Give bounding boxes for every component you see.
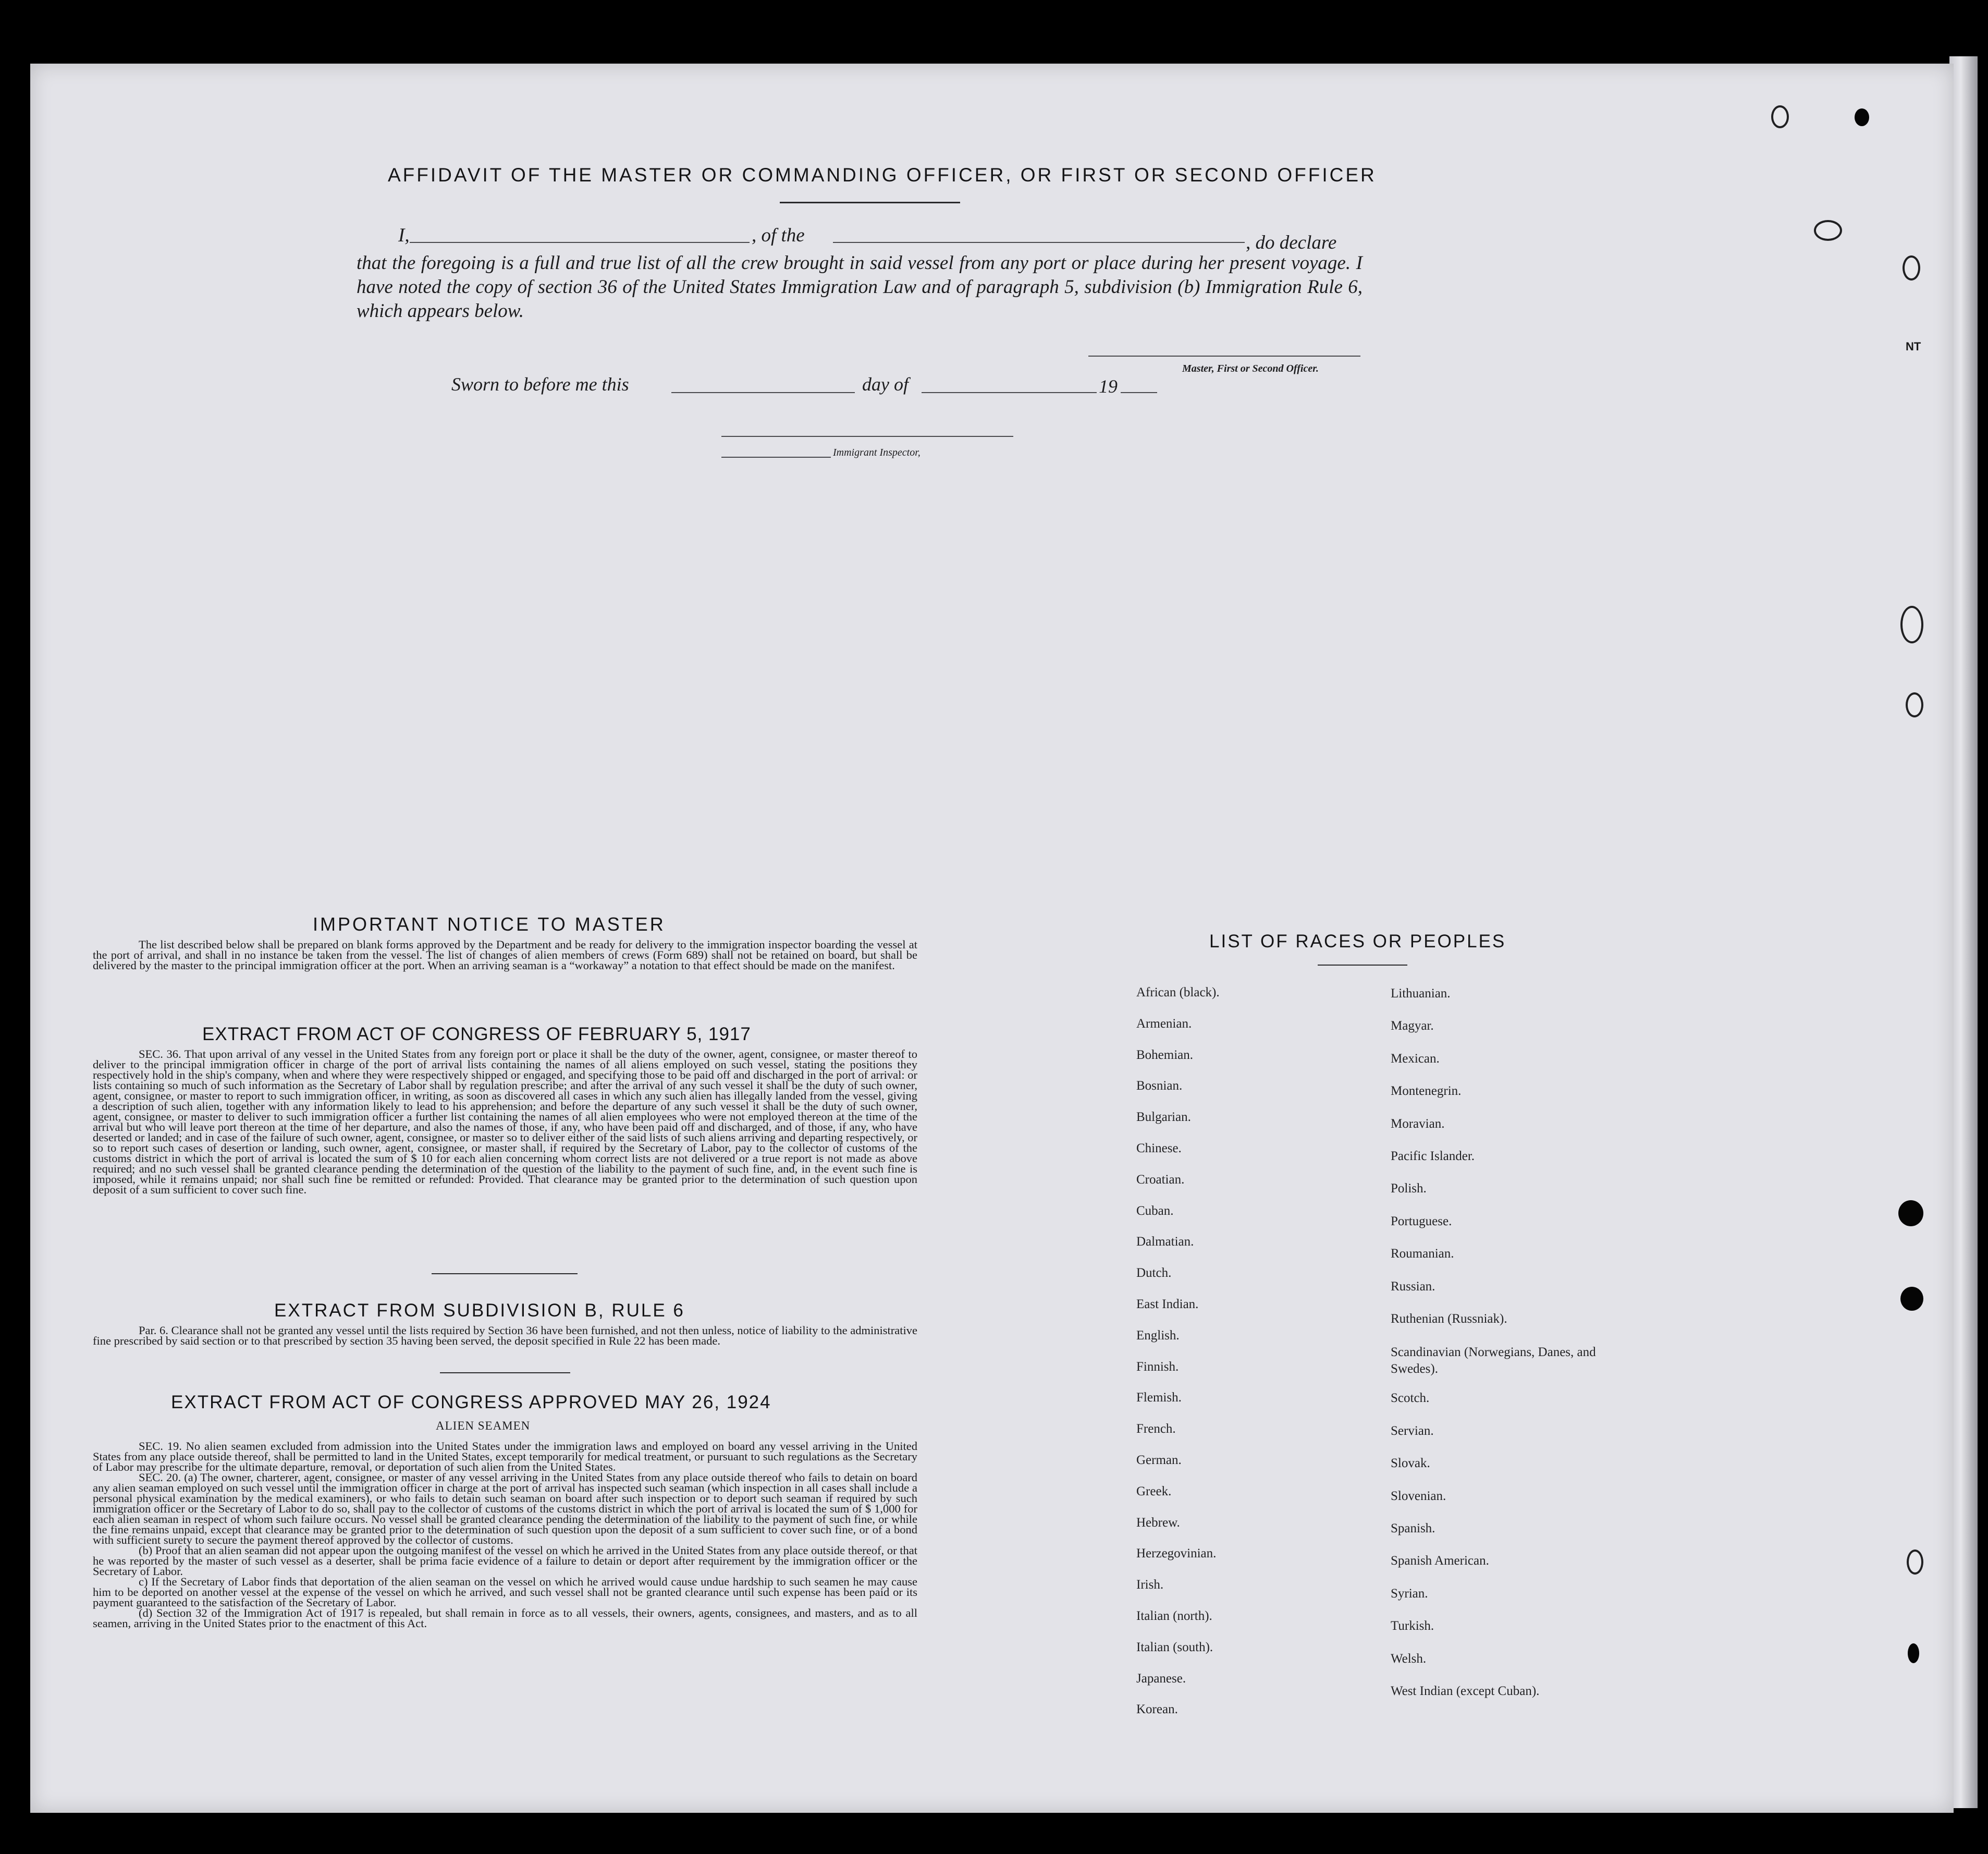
- races-title-rule: [1318, 965, 1407, 966]
- race-item: Welsh.: [1391, 1651, 1427, 1666]
- race-item: African (black).: [1136, 985, 1220, 999]
- race-item: Dalmatian.: [1136, 1235, 1194, 1249]
- extract-1924-body: [93, 1441, 917, 1629]
- extract-1917-end-rule: [432, 1273, 578, 1274]
- race-item: French.: [1136, 1422, 1176, 1436]
- race-item: English.: [1136, 1328, 1180, 1343]
- declaration-do-declare-label: , do declare: [1246, 232, 1337, 253]
- race-item: Italian (south).: [1136, 1640, 1213, 1654]
- manifest-back-page: [30, 64, 1954, 1813]
- race-item: Chinese.: [1136, 1141, 1182, 1155]
- race-item: Bohemian.: [1136, 1047, 1194, 1062]
- race-item: Bulgarian.: [1136, 1110, 1191, 1125]
- race-item: Scotch.: [1391, 1391, 1430, 1406]
- punch-hole-4: [1903, 255, 1920, 280]
- sec-20c-paragraph: c) If the Secretary of Labor finds that deportation of the alien seaman on the vessel on which he arrived would cause undue hardship to such seamen he may cause him to be deported on another vessel at the expense of the vessel on which he arrived, and such vessel shall not be granted clearance until such expense has been paid or its payment guaranteed to the satisfaction of the Secretary of Labor.: [93, 1575, 917, 1609]
- race-item: Spanish American.: [1391, 1554, 1489, 1568]
- race-item: Hebrew.: [1136, 1515, 1180, 1530]
- race-item: Montenegrin.: [1391, 1084, 1462, 1099]
- punch-hole-6: [1906, 692, 1923, 717]
- extract-rule6-title: EXTRACT FROM SUBDIVISION B, RULE 6: [274, 1300, 685, 1321]
- races-title: LIST OF RACES OR PEOPLES: [1209, 931, 1506, 952]
- punch-hole-top-2: [1855, 108, 1869, 126]
- inspector-signature-line[interactable]: [721, 436, 1013, 437]
- race-item: Irish.: [1136, 1578, 1164, 1592]
- extract-rule6-body: [93, 1325, 917, 1346]
- vessel-name-field[interactable]: [833, 242, 1245, 243]
- sworn-day-field[interactable]: [671, 392, 855, 393]
- punch-hole-10: [1908, 1643, 1919, 1663]
- race-item: Croatian.: [1136, 1172, 1185, 1187]
- race-item: Polish.: [1391, 1181, 1427, 1196]
- race-item: Lithuanian.: [1391, 986, 1451, 1001]
- race-item: Turkish.: [1391, 1619, 1434, 1633]
- race-item: German.: [1136, 1453, 1182, 1467]
- extract-1924-title: EXTRACT FROM ACT OF CONGRESS APPROVED MAY 26, 1924: [171, 1392, 771, 1412]
- affidavit-title-rule: [780, 202, 960, 203]
- race-item: West Indian (except Cuban).: [1391, 1684, 1540, 1698]
- race-item: Magyar.: [1391, 1019, 1434, 1033]
- margin-nt-mark: NT: [1906, 340, 1921, 353]
- race-item: Servian.: [1391, 1423, 1434, 1438]
- race-item: Slovak.: [1391, 1456, 1430, 1471]
- punch-hole-8: [1900, 1287, 1923, 1311]
- race-item: Scandinavian (Norwegians, Danes, and Swedes).: [1391, 1345, 1596, 1376]
- alien-seamen-subtitle: ALIEN SEAMEN: [436, 1419, 531, 1432]
- inspector-label: Immigrant Inspector,: [833, 447, 921, 458]
- race-item: Slovenian.: [1391, 1489, 1446, 1503]
- extract-rule6-end-rule: [440, 1372, 570, 1373]
- inspector-name-line[interactable]: [721, 457, 831, 458]
- race-item: Cuban.: [1136, 1203, 1174, 1218]
- rule6-paragraph: Par. 6. Clearance shall not be granted any vessel until the lists required by Section 36 have been furnished, and not then unless, notice of liability to the administrative fine prescribed by said section or to that prescribed by section 35 having been served, the deposit specified in Rule 22 has been made.: [93, 1324, 917, 1347]
- sworn-day-of-label: day of: [862, 374, 909, 395]
- sworn-year-field[interactable]: [1121, 392, 1157, 393]
- race-item: Armenian.: [1136, 1016, 1192, 1031]
- race-item: Russian.: [1391, 1279, 1435, 1294]
- declaration-i-label: I,: [398, 225, 410, 246]
- race-item: Roumanian.: [1391, 1247, 1454, 1261]
- signature-label: Master, First or Second Officer.: [1182, 363, 1319, 374]
- punch-hole-top-1: [1771, 105, 1789, 128]
- race-item: Flemish.: [1136, 1390, 1182, 1405]
- scan-page-edge: [1949, 56, 1978, 1808]
- sec-20d-paragraph: (d) Section 32 of the Immigration Act of 1917 is repealed, but shall remain in force as to all vessels, their owners, agents, consignees, and masters, and as to all seamen, arriving in the United States prior to the enactment of this Act.: [93, 1606, 917, 1630]
- race-item: Finnish.: [1136, 1359, 1179, 1374]
- sec-20b-paragraph: (b) Proof that an alien seaman did not appear upon the outgoing manifest of the vessel on which he arrived in the United States from any place outside thereof, or that he was reported by the master of such vessel as a deserter, shall be prima facie evidence of a failure to detain or deport after requirement by the immigration officer or the Secretary of Labor.: [93, 1544, 917, 1578]
- sworn-month-field[interactable]: [922, 392, 1097, 393]
- sec-19-paragraph: SEC. 19. No alien seamen excluded from admission into the United States under the immigration laws and employed on board any vessel arriving in the United States from any place outside thereof, shall be permitted to land in the United States, except temporarily for medical treatment, or pursuant to such regulations as the Secretary of Labor may prescribe for the ultimate departure, removal, or deportation of such alien from the United States.: [93, 1440, 917, 1473]
- affidavit-title: AFFIDAVIT OF THE MASTER OR COMMANDING OFFICER, OR FIRST OR SECOND OFFICER: [388, 164, 1377, 186]
- extract-1917-title: EXTRACT FROM ACT OF CONGRESS OF FEBRUARY 5, 1917: [202, 1024, 751, 1044]
- punch-hole-5: [1900, 606, 1923, 643]
- race-item: Portuguese.: [1391, 1214, 1452, 1228]
- punch-hole-3: [1814, 220, 1842, 241]
- race-item: Herzegovinian.: [1136, 1546, 1217, 1561]
- notice-paragraph: The list described below shall be prepared on blank forms approved by the Department and be ready for delivery to the immigration inspector boarding the vessel at the port of arrival, and shall in no instance be taken from the vessel. The list of changes of alien members of crews (Form 689) shall not be retained on board, but shall be delivered by the master to the principal immigration officer at the port. When an arriving seaman is a “workaway” a notation to that effect should be made on the manifest.: [93, 938, 917, 972]
- race-item: Ruthenian (Russniak).: [1391, 1312, 1507, 1326]
- notice-body: [93, 940, 917, 971]
- declarant-name-field[interactable]: [410, 242, 750, 243]
- race-item: East Indian.: [1136, 1297, 1199, 1311]
- declaration-of-the-label: , of the: [752, 225, 805, 246]
- race-item: Pacific Islander.: [1391, 1149, 1475, 1163]
- race-item: Spanish.: [1391, 1521, 1435, 1535]
- punch-hole-9: [1907, 1550, 1923, 1575]
- affidavit-body-text: that the foregoing is a full and true list of all the crew brought in said vessel from any port or place during her present voyage. I have noted the copy of section 36 of the United States Immigration Law and of paragraph 5, subdivision (b) Immigration Rule 6, which appears below.: [357, 252, 1363, 322]
- sworn-year-label: 19: [1099, 376, 1118, 397]
- race-item: Bosnian.: [1136, 1079, 1183, 1093]
- punch-hole-7: [1898, 1200, 1923, 1226]
- sworn-prefix: Sworn to before me this: [451, 374, 629, 395]
- race-item: Syrian.: [1391, 1586, 1428, 1601]
- race-item: Dutch.: [1136, 1266, 1172, 1280]
- race-item: Moravian.: [1391, 1116, 1445, 1131]
- sec-20a-paragraph: SEC. 20. (a) The owner, charterer, agent, consignee, or master of any vessel arriving in the United States from any place outside thereof who fails to detain on board any alien seaman employed on such vessel until the immigration officer in charge at the port of arrival has inspected such seaman (which inspection in all cases shall include a personal physical examination by the medical examiners), or who fails to detain such seaman on board after such inspection or to deport such seaman if required by such immigration officer or the Secretary of Labor to do so, shall pay to the collector of customs of the customs district in which the port of arrival is located the sum of $ 1,000 for each alien seaman in respect of whom such failure occurs. No vessel shall be granted clearance pending the determination of the liability to the payment of such fine, or while the fine remains unpaid, except that clearance may be granted prior to the determination of such question upon the deposit of a sum sufficient to cover such fine, or of a bond with sufficient surety to secure the payment thereof approved by the collector of customs.: [93, 1471, 917, 1546]
- section-36-paragraph: SEC. 36. That upon arrival of any vessel in the United States from any foreign port or place it shall be the duty of the owner, agent, consignee, or master thereof to deliver to the principal immigration officer in charge of the port of arrival lists containing the names of all aliens employed on such vessel, stating the positions they respectively hold in the ship's company, when and where they were respectively shipped or engaged, and specifying those to be paid off and discharged in the port of arrival: or lists containing so much of such information as the Secretary of Labor shall by regulation prescribe; and after the arrival of any such vessel it shall be the duty of such owner, agent, consignee, or master to report to such immigration officer, in writing, as soon as discovered all cases in which any such alien has illegally landed from the vessel, giving a description of such alien, together with any information likely to lead to his apprehension; and before the departure of any such vessel it shall be the duty of such owner, agent, consignee, or master to deliver to such immigration officer a further list containing the names of all alien employees who were not employed thereon at the time of the arrival but who will leave port thereon at the time of her departure, and also the names of those, if any, who have been paid off and discharged, and of those, if any, who have deserted or landed; and in case of the failure of such owner, agent, consignee, or master so to deliver either of the said lists of such aliens arriving and departing respectively, or so to report such cases of desertion or landing, such owner, agent, consignee, or master shall, if required by the Secretary of Labor, pay to the collector of customs of the customs district in which the port of arrival is located the sum of $ 10 for each alien concerning whom correct lists are not delivered or a true report is not made as above required; and no such vessel shall be granted clearance pending the determination of the question of the liability to the payment of such fine, and, in the event such fine is imposed, while it remains unpaid; nor shall such fine be remitted or refunded: Provided. That clearance may be granted prior to the determination of such question upon deposit of a sum sufficient to cover such fine.: [93, 1047, 917, 1196]
- race-item: Korean.: [1136, 1702, 1178, 1717]
- race-item: Japanese.: [1136, 1671, 1186, 1686]
- notice-title: IMPORTANT NOTICE TO MASTER: [313, 913, 666, 935]
- extract-1917-body: [93, 1049, 917, 1195]
- race-item: Italian (north).: [1136, 1609, 1212, 1623]
- race-item: Greek.: [1136, 1484, 1172, 1498]
- race-item: Mexican.: [1391, 1051, 1440, 1066]
- officer-signature-line[interactable]: [1088, 356, 1360, 357]
